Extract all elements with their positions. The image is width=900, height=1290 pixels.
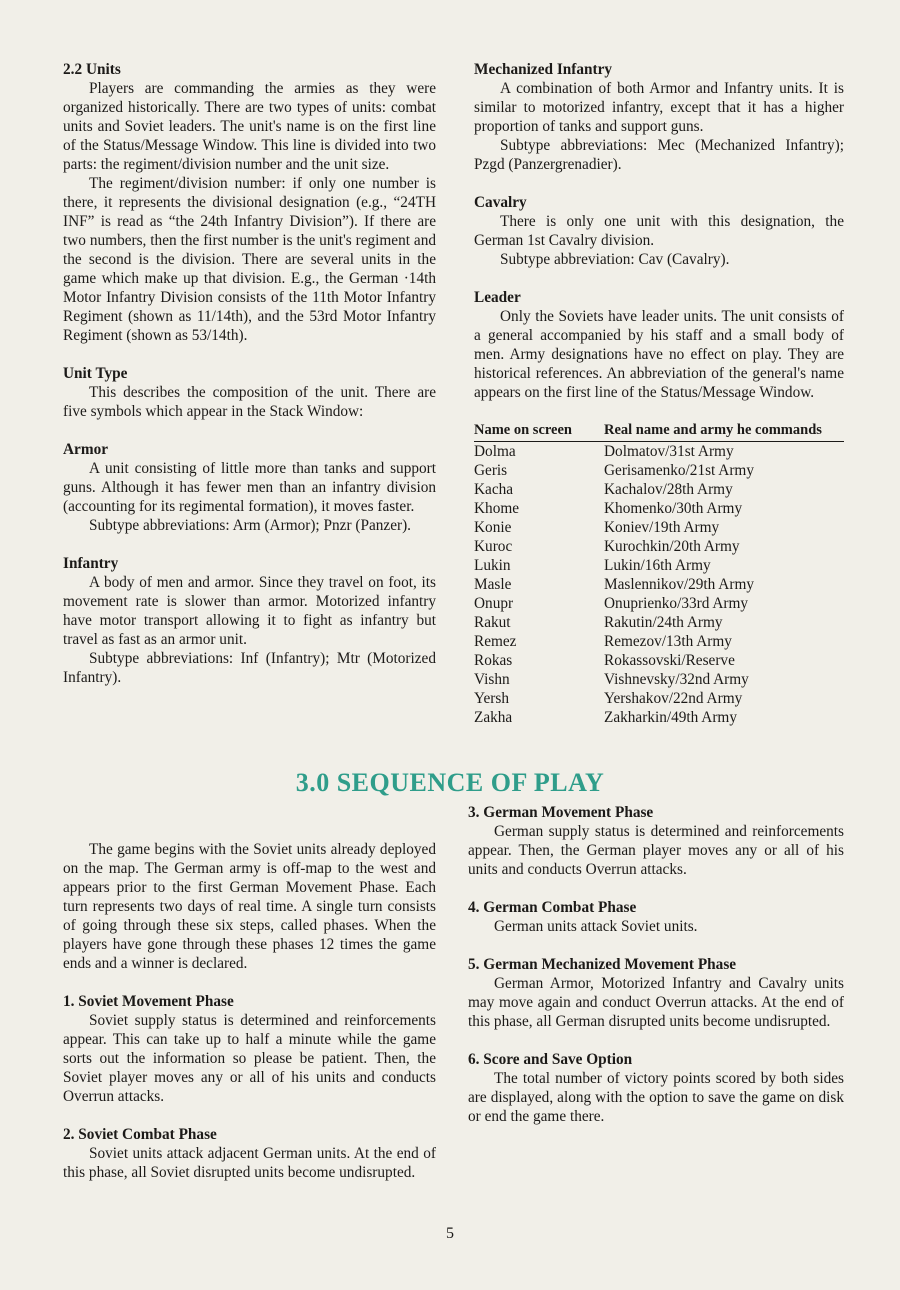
leader-real-name: Onuprienko/33rd Army — [604, 595, 749, 612]
infantry-paragraph-2: Subtype abbreviations: Inf (Infantry); Mtr (Motorized Infantry). — [63, 650, 436, 686]
sequence-of-play-title: 3.0 SEQUENCE OF PLAY — [295, 768, 605, 797]
leader-paragraph: Only the Soviets have leader units. The unit consists of a general accompanied by his staff and a small body of men. Army designations have no effect on play. They are historical references. An abbreviation of the general's name appears on the first line of the Status/Message Window. — [474, 308, 844, 401]
infantry-heading: Infantry — [63, 555, 119, 572]
leader-screen-name: Kuroc — [474, 538, 513, 555]
mech-infantry-paragraph-1: A combination of both Armor and Infantry units. It is similar to motorized infantry, except that it has a higher proportion of tanks and support guns. — [474, 80, 844, 135]
leader-real-name: Khomenko/30th Army — [604, 500, 743, 517]
leader-table-header-name: Name on screen — [474, 421, 604, 442]
leader-screen-name: Onupr — [474, 595, 514, 612]
leader-real-name: Rokassovski/Reserve — [604, 652, 735, 669]
phase-5-heading: 5. German Mechanized Movement Phase — [468, 956, 737, 973]
armor-heading: Armor — [63, 441, 109, 458]
leader-real-name: Vishnevsky/32nd Army — [604, 671, 749, 688]
mech-infantry-heading: Mechanized Infantry — [474, 61, 613, 78]
leader-table-row — [474, 689, 844, 708]
leader-table-row — [474, 556, 844, 575]
leader-real-name: Lukin/16th Army — [604, 557, 711, 574]
leader-table-header-real-name: Real name and army he commands — [604, 421, 844, 442]
leader-screen-name: Vishn — [474, 671, 510, 688]
leader-table-body — [474, 442, 844, 728]
unit-type-heading: Unit Type — [63, 365, 128, 382]
leader-real-name: Koniev/19th Army — [604, 519, 720, 536]
leader-table-row — [474, 461, 844, 480]
phase-3-text: German supply status is determined and reinforcements appear. Then, the German player moves any or all of his units and conducts Overrun attacks. — [468, 823, 844, 878]
leader-screen-name: Lukin — [474, 557, 511, 574]
units-paragraph-1: Players are commanding the armies as they were organized historically. There are two types of units: combat units and Soviet leaders. The unit's name is on the first line of the Status/Message Window. This line is divided into two parts: the regiment/division number and the unit size. — [63, 80, 436, 173]
phase-1-text: Soviet supply status is determined and reinforcements appear. This can take up to half a minute while the game sorts out the information so please be patient. Then, the Soviet player moves any or all of his units and conducts Overrun attacks. — [63, 1012, 436, 1105]
leader-real-name: Kurochkin/20th Army — [604, 538, 740, 555]
leader-table-row — [474, 518, 844, 537]
leader-real-name: Yershakov/22nd Army — [604, 690, 743, 707]
left-column-top — [63, 60, 436, 687]
leader-screen-name: Zakha — [474, 709, 513, 726]
left-column-bottom — [63, 840, 436, 1182]
leader-table-row — [474, 499, 844, 518]
armor-paragraph-1: A unit consisting of little more than tanks and support guns. Although it has fewer men than an infantry division (accounting for its regimental formation), it moves faster. — [63, 460, 436, 515]
leader-screen-name: Konie — [474, 519, 512, 536]
mech-infantry-paragraph-2: Subtype abbreviations: Mec (Mechanized Infantry); Pzgd (Panzergrenadier). — [474, 137, 844, 173]
leader-real-name: Gerisamenko/21st Army — [604, 462, 754, 479]
phase-1-heading: 1. Soviet Movement Phase — [63, 993, 234, 1010]
cavalry-paragraph-2: Subtype abbreviation: Cav (Cavalry). — [500, 251, 730, 268]
phase-2-heading: 2. Soviet Combat Phase — [63, 1126, 217, 1143]
leader-real-name: Rakutin/24th Army — [604, 614, 723, 631]
leader-table-row — [474, 480, 844, 499]
cavalry-heading: Cavalry — [474, 194, 527, 211]
leader-table-row — [474, 632, 844, 651]
units-heading: 2.2 Units — [63, 61, 121, 78]
phase-5-text: German Armor, Motorized Infantry and Cavalry units may move again and conduct Overrun attacks. At the end of this phase, all German disrupted units become undisrupted. — [468, 975, 844, 1030]
cavalry-paragraph-1: There is only one unit with this designation, the German 1st Cavalry division. — [474, 213, 844, 249]
leader-screen-name: Dolma — [474, 443, 516, 460]
page-number: 5 — [446, 1225, 454, 1242]
leader-screen-name: Rokas — [474, 652, 513, 669]
leader-screen-name: Rakut — [474, 614, 511, 631]
leader-table — [474, 421, 844, 727]
phase-4-heading: 4. German Combat Phase — [468, 899, 637, 916]
leader-real-name: Zakharkin/49th Army — [604, 709, 737, 726]
leader-screen-name: Geris — [474, 462, 508, 479]
sequence-intro: The game begins with the Soviet units already deployed on the map. The German army is off-map to the west and appears prior to the first German Movement Phase. Each turn represents two days of real time. A single turn consists of going through these six steps, called phases. When the players have gone through these phases 12 times the game ends and a winner is declared. — [63, 841, 436, 972]
leader-table-row — [474, 670, 844, 689]
leader-table-header — [474, 421, 844, 442]
leader-table-row — [474, 442, 844, 462]
leader-heading: Leader — [474, 289, 521, 306]
leader-screen-name: Masle — [474, 576, 512, 593]
infantry-paragraph-1: A body of men and armor. Since they travel on foot, its movement rate is slower than armor. Motorized infantry have motor transport allowing it to fight as infantry but travel as fast as an armor unit. — [63, 574, 436, 648]
phase-3-heading: 3. German Movement Phase — [468, 804, 654, 821]
leader-table-row — [474, 708, 844, 727]
right-column-bottom — [468, 803, 844, 1126]
leader-table-row — [474, 651, 844, 670]
phase-6-heading: 6. Score and Save Option — [468, 1051, 633, 1068]
units-paragraph-2: The regiment/division number: if only one number is there, it represents the divisional designation (e.g., “24TH INF” is read as “the 24th Infantry Division”). If there are two numbers, then the first number is the unit's regiment and the second is the division. There are several units in the game which make up that division. E.g., the German ·14th Motor Infantry Division consists of the 11th Motor Infantry Regiment (shown as 11/14th), and the 53rd Motor Infantry Regiment (shown as 53/14th). — [63, 175, 436, 344]
phase-6-text: The total number of victory points scored by both sides are displayed, along with the option to save the game on disk or end the game there. — [468, 1070, 844, 1125]
leader-table-row — [474, 537, 844, 556]
leader-table-row — [474, 575, 844, 594]
leader-screen-name: Yersh — [474, 690, 510, 707]
leader-screen-name: Remez — [474, 633, 517, 650]
leader-real-name: Dolmatov/31st Army — [604, 443, 734, 460]
phase-4-text: German units attack Soviet units. — [494, 918, 698, 935]
leader-screen-name: Kacha — [474, 481, 514, 498]
unit-type-paragraph: This describes the composition of the unit. There are five symbols which appear in the Stack Window: — [63, 384, 436, 420]
leader-table-row — [474, 613, 844, 632]
leader-real-name: Maslennikov/29th Army — [604, 576, 754, 593]
right-column-top — [474, 60, 844, 727]
leader-real-name: Kachalov/28th Army — [604, 481, 733, 498]
armor-paragraph-2: Subtype abbreviations: Arm (Armor); Pnzr (Panzer). — [89, 517, 412, 534]
leader-screen-name: Khome — [474, 500, 520, 517]
phase-2-text: Soviet units attack adjacent German units. At the end of this phase, all Soviet disrupted units become undisrupted. — [63, 1145, 436, 1181]
leader-real-name: Remezov/13th Army — [604, 633, 732, 650]
leader-table-row — [474, 594, 844, 613]
